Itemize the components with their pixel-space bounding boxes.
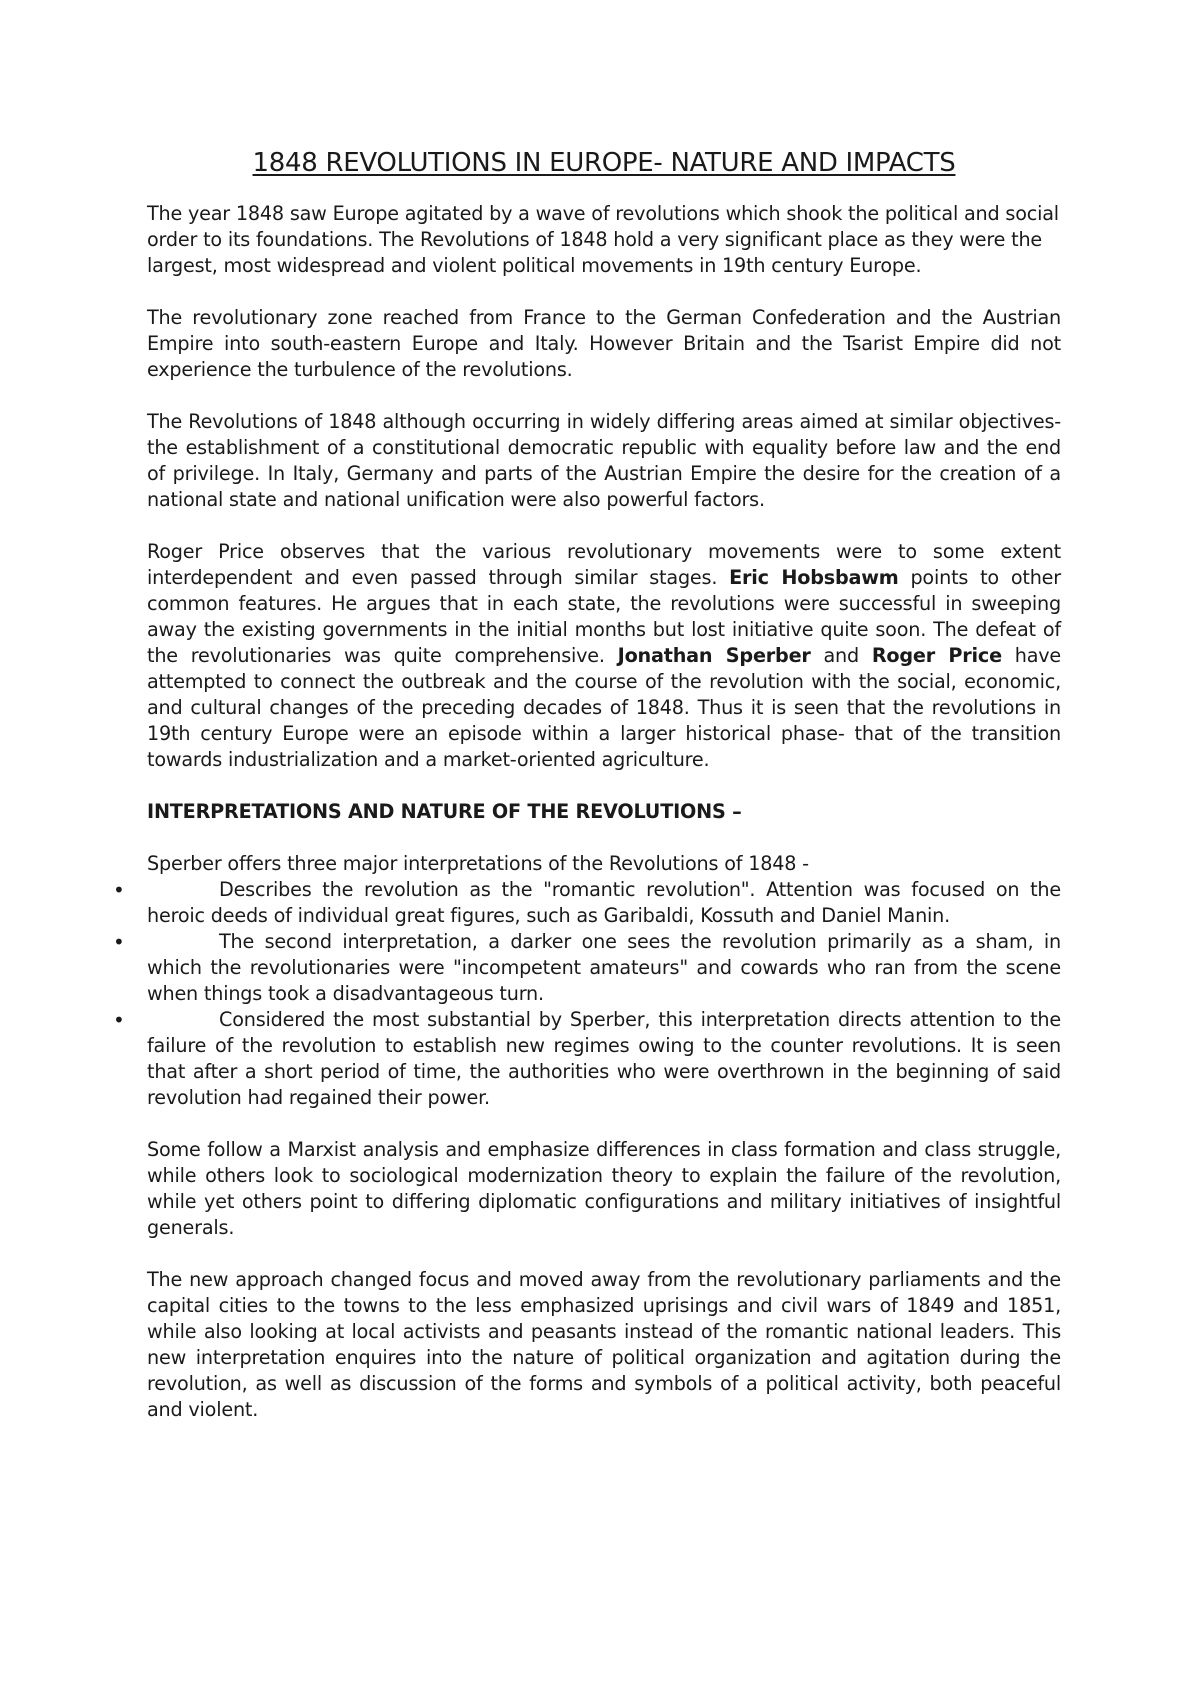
- historian-name-hobsbawm: Eric Hobsbawm: [729, 566, 899, 590]
- paragraph-historians: [147, 539, 1061, 773]
- list-item-text: Describes the revolution as the "romantic revolution". Attention was focused on the heroic deeds of individual great figures, such as Garibaldi, Kossuth and Daniel Manin.: [147, 878, 1061, 928]
- list-item: [113, 1007, 1061, 1111]
- paragraph-historians-text-2: points to other common features. He argues that in each state, the revolutions were successful in sweeping away the existing governments in the initial months but lost initiative quite soon. The defeat of the revolutionaries was quite comprehensive.: [147, 566, 1061, 668]
- historian-name-sperber: Jonathan Sperber: [617, 644, 811, 668]
- bullet-icon: •: [113, 930, 125, 955]
- paragraph-marxist-analysis: Some follow a Marxist analysis and emphasize differences in class formation and class struggle, while others look to sociological modernization theory to explain the failure of the revolution, while yet others point to differing diplomatic configurations and military initiatives of insightful generals.: [147, 1138, 1061, 1240]
- interpretations-list: [113, 877, 1061, 1111]
- list-item-text: The second interpretation, a darker one sees the revolution primarily as a sham, in which the revolutionaries were "incompetent amateurs" and cowards who ran from the scene when things took a disadvantageous turn.: [147, 930, 1061, 1006]
- historian-name-price: Roger Price: [871, 644, 1002, 668]
- document-title: 1848 REVOLUTIONS IN EUROPE- NATURE AND IMPACTS: [252, 148, 956, 178]
- paragraph-objectives: The Revolutions of 1848 although occurring in widely differing areas aimed at similar objectives- the establishment of a constitutional democratic republic with equality before law and the end of privilege. In Italy, Germany and parts of the Austrian Empire the desire for the creation of a national state and national unification were also powerful factors.: [147, 410, 1061, 512]
- list-item: [113, 877, 1061, 929]
- bullet-icon: •: [113, 878, 125, 903]
- paragraph-historians-text-3: and: [810, 644, 872, 668]
- list-item: [113, 929, 1061, 1007]
- paragraph-historians-text-4: have attempted to connect the outbreak and the course of the revolution with the social, economic, and cultural changes of the preceding decades of 1848. Thus it is seen that the revolutions in 19th century Europe were an episode within a larger historical phase- that of the transition towards industrialization and a market-oriented agriculture.: [147, 644, 1062, 772]
- document-page: [113, 148, 1062, 1449]
- interpretations-intro: Sperber offers three major interpretations of the Revolutions of 1848 -: [147, 852, 809, 876]
- list-item-text: Considered the most substantial by Sperber, this interpretation directs attention to the failure of the revolution to establish new regimes owing to the counter revolutions. It is seen that after a short period of time, the authorities who were overthrown in the beginning of said revolution had regained their power.: [147, 1008, 1061, 1110]
- paragraph-intro: The year 1848 saw Europe agitated by a wave of revolutions which shook the political and social order to its foundations. The Revolutions of 1848 hold a very significant place as they were the largest, most widespread and violent political movements in 19th century Europe.: [147, 202, 1059, 278]
- paragraph-revolutionary-zone: The revolutionary zone reached from France to the German Confederation and the Austrian Empire into south-eastern Europe and Italy. However Britain and the Tsarist Empire did not experience the turbulence of the revolutions.: [147, 306, 1061, 382]
- paragraph-new-approach: The new approach changed focus and moved away from the revolutionary parliaments and the capital cities to the towns to the less emphasized uprisings and civil wars of 1849 and 1851, while also looking at local activists and peasants instead of the romantic national leaders. This new interpretation enquires into the nature of political organization and agitation during the revolution, as well as discussion of the forms and symbols of a political activity, both peaceful and violent.: [147, 1268, 1061, 1422]
- section-heading-interpretations: INTERPRETATIONS AND NATURE OF THE REVOLUTIONS –: [147, 800, 742, 824]
- paragraph-historians-text-1: Roger Price observes that the various revolutionary movements were to some extent interdependent and even passed through similar stages.: [147, 540, 1061, 590]
- bullet-icon: •: [113, 1008, 125, 1033]
